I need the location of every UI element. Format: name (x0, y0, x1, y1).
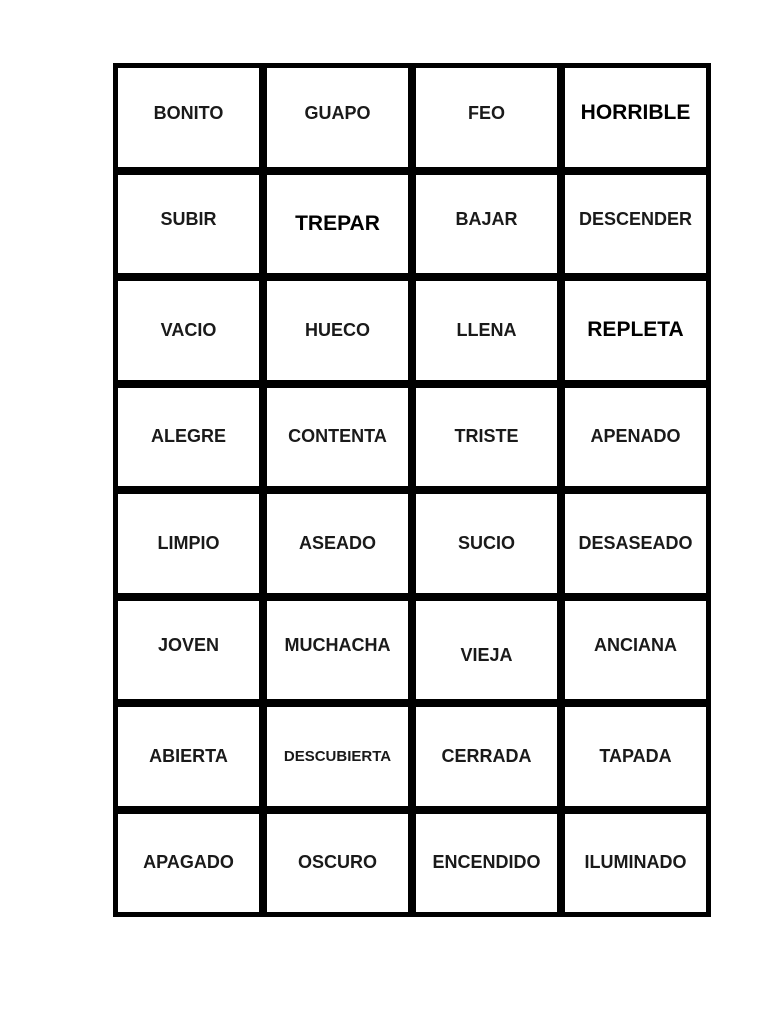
word-card (416, 601, 557, 700)
word-label: DESCUBIERTA (283, 747, 392, 765)
word-card (267, 281, 408, 380)
word-label: CERRADA (441, 745, 532, 766)
word-card (267, 175, 408, 274)
word-card (416, 388, 557, 487)
word-card (118, 707, 259, 806)
word-card (416, 494, 557, 593)
word-card (565, 707, 706, 806)
word-label: TREPAR (295, 211, 380, 235)
word-label: VIEJA (460, 645, 513, 666)
word-card (565, 281, 706, 380)
word-card (118, 601, 259, 700)
word-card (416, 707, 557, 806)
word-card (416, 68, 557, 167)
word-card (565, 175, 706, 274)
word-card (267, 814, 408, 913)
word-card-grid (113, 63, 711, 917)
word-label: DESASEADO (578, 532, 693, 553)
word-card (118, 281, 259, 380)
word-label: APENADO (590, 426, 681, 447)
word-label: OSCURO (297, 852, 377, 873)
word-label: BONITO (153, 102, 224, 123)
word-label: CONTENTA (288, 426, 387, 447)
word-card (267, 68, 408, 167)
word-label: SUBIR (160, 209, 217, 230)
word-label: FEO (467, 102, 505, 123)
word-card (118, 68, 259, 167)
word-label: ANCIANA (594, 635, 677, 656)
word-card (118, 494, 259, 593)
word-label: TRISTE (454, 426, 519, 447)
word-card (267, 388, 408, 487)
word-label: ALEGRE (150, 426, 226, 447)
word-label: ABIERTA (149, 745, 228, 766)
word-card (267, 707, 408, 806)
word-card (267, 601, 408, 700)
word-label: HUECO (304, 319, 370, 340)
word-label: ILUMINADO (584, 852, 687, 873)
word-label: LLENA (456, 319, 517, 340)
word-label: BAJAR (455, 209, 518, 230)
word-label: LIMPIO (157, 532, 220, 553)
word-card (118, 175, 259, 274)
word-card (416, 281, 557, 380)
word-label: HORRIBLE (580, 101, 691, 125)
word-card (416, 814, 557, 913)
word-card (118, 388, 259, 487)
word-card (565, 601, 706, 700)
word-label: ENCENDIDO (432, 852, 541, 873)
word-card (565, 388, 706, 487)
word-card (565, 68, 706, 167)
word-label: TAPADA (599, 745, 672, 766)
word-card (565, 814, 706, 913)
word-label: SUCIO (457, 532, 515, 553)
word-label: ASEADO (298, 532, 376, 553)
word-label: REPLETA (587, 318, 684, 342)
word-card (267, 494, 408, 593)
word-card (416, 175, 557, 274)
word-label: APAGADO (143, 852, 234, 873)
word-label: MUCHACHA (284, 635, 391, 656)
word-label: VACIO (160, 319, 217, 340)
word-label: GUAPO (304, 102, 371, 123)
word-card (565, 494, 706, 593)
word-label: JOVEN (157, 635, 220, 656)
word-card (118, 814, 259, 913)
word-label: DESCENDER (578, 209, 693, 230)
